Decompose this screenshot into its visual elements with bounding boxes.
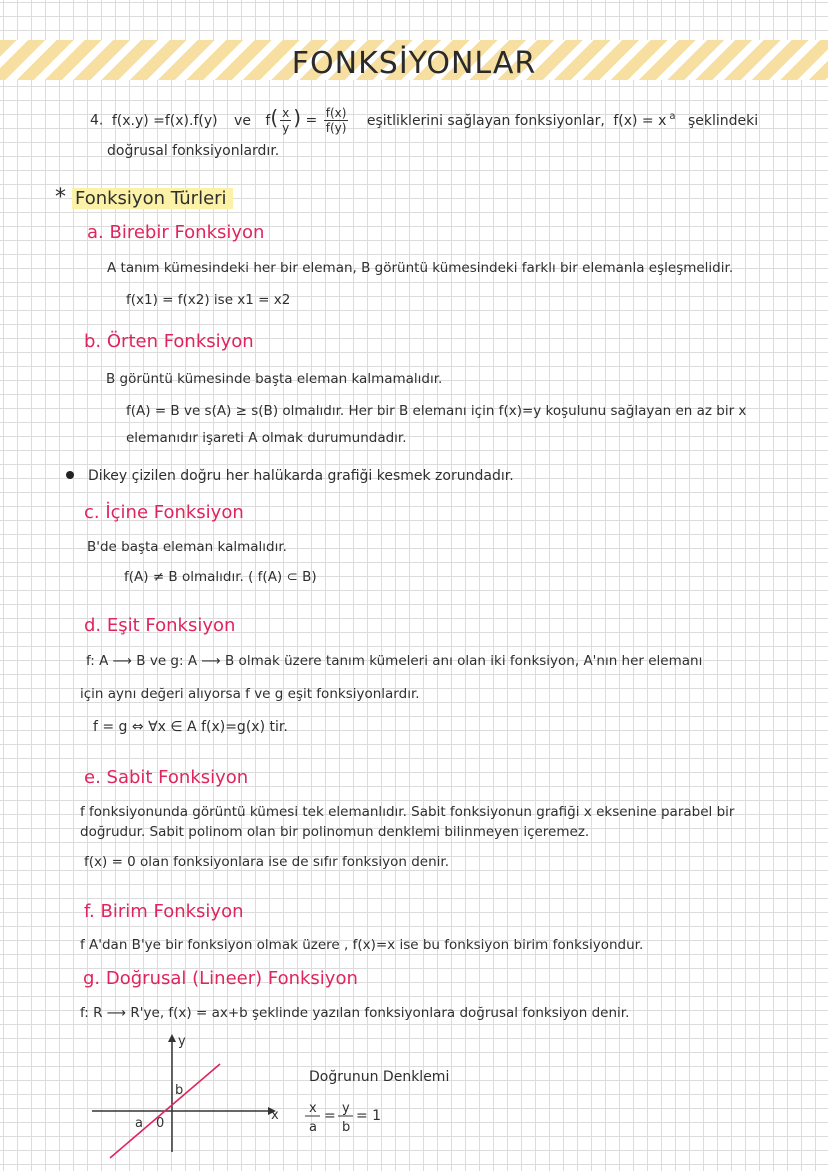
- eq-a: a: [309, 1120, 317, 1135]
- origin-label: 0: [156, 1116, 165, 1131]
- frac-den: y: [282, 121, 290, 135]
- item4-exponent: a: [669, 110, 676, 122]
- item4-text2: şeklindeki: [688, 112, 759, 129]
- b-line2: f(A) = B ve s(A) ≥ s(B) olmalıdır. Her bir B elemanı için f(x)=y koşulunu sağlayan en az bir x: [126, 403, 747, 419]
- page-title: FONKSİYONLAR: [291, 46, 537, 81]
- x-axis-label: x: [271, 1108, 279, 1123]
- d-line3: f = g ⇔ ∀x ∈ A f(x)=g(x) tir.: [93, 719, 288, 735]
- eq-y: y: [342, 1101, 350, 1116]
- item4-text1: eşitliklerini sağlayan fonksiyonlar,: [366, 112, 605, 129]
- heading-e: e. Sabit Fonksiyon: [84, 767, 249, 788]
- y-axis-label: y: [178, 1034, 186, 1049]
- y-axis-arrow-icon: [168, 1034, 176, 1042]
- item4-line1: 4. f(x.y) =f(x).f(y) ve f( $\frac{x}{y}$ ) = $\frac{f(x)}{f(y)}$ eşitliklerini sağlayan fonksiyonlar, f(x) = x $^a$ şeklindeki: [90, 105, 759, 135]
- item4-line2: doğrusal fonksiyonlardır.: [107, 143, 280, 159]
- star-icon: *: [55, 185, 66, 210]
- rhs-num: f(x): [325, 106, 347, 120]
- section-heading: [55, 185, 233, 212]
- heading-f: f. Birim Fonksiyon: [84, 901, 244, 922]
- b-line1: B görüntü kümesinde başta eleman kalmamalıdır.: [106, 371, 443, 387]
- heading-b: b. Örten Fonksiyon: [84, 331, 254, 352]
- bullet-icon: [66, 471, 74, 479]
- e-line3: f(x) = 0 olan fonksiyonlara ise de sıfır fonksiyon denir.: [84, 854, 450, 870]
- item4-ve: ve: [234, 112, 251, 129]
- a-line2: f(x1) = f(x2) ise x1 = x2: [126, 292, 291, 308]
- item4-number: 4.: [90, 112, 104, 129]
- heading-d: d. Eşit Fonksiyon: [84, 615, 236, 636]
- item4-fraction-xy: [280, 106, 291, 135]
- item4-eq1: f(x.y) =f(x).f(y): [111, 112, 218, 129]
- item4-f: f: [265, 112, 271, 129]
- g-line1: f: R ⟶ R'ye, f(x) = ax+b şeklinde yazılan fonksiyonlara doğrusal fonksiyon denir.: [80, 1005, 630, 1021]
- c-line1: B'de başta eleman kalmalıdır.: [87, 539, 287, 555]
- f-line1: f A'dan B'ye bir fonksiyon olmak üzere , f(x)=x ise bu fonksiyon birim fonksiyondur.: [80, 937, 644, 953]
- heading-a: a. Birebir Fonksiyon: [87, 222, 265, 243]
- linear-function-graph: [80, 1030, 450, 1160]
- b-line3: elemanıdır işareti A olmak durumundadır.: [126, 430, 407, 446]
- item4-eq-sign: =: [305, 112, 318, 129]
- e-line1: f fonksiyonunda görüntü kümesi tek elemanlıdır. Sabit fonksiyonun grafiği x eksenine parabel bir: [80, 804, 735, 820]
- heading-g: g. Doğrusal (Lineer) Fonksiyon: [83, 968, 358, 989]
- eq-b: b: [342, 1120, 351, 1135]
- frac-num: x: [282, 106, 290, 120]
- a-line1: A tanım kümesindeki her bir eleman, B görüntü kümesindeki farklı bir elemanla eşleşmelidir.: [107, 260, 734, 276]
- graph-caption: Doğrunun Denklemi: [309, 1069, 450, 1085]
- a-intercept-label: a: [135, 1116, 143, 1131]
- item4-fx: f(x) = x: [613, 112, 667, 129]
- d-line2: için aynı değeri alıyorsa f ve g eşit fonksiyonlardır.: [80, 686, 420, 702]
- eq-equals-1: =: [324, 1108, 336, 1124]
- rhs-den: f(y): [325, 121, 347, 135]
- c-line2: f(A) ≠ B olmalıdır. ( f(A) ⊂ B): [124, 569, 317, 585]
- eq-x: x: [309, 1101, 317, 1116]
- d-line1: f: A ⟶ B ve g: A ⟶ B olmak üzere tanım kümeleri anı olan iki fonksiyon, A'nın her elemanı: [86, 653, 703, 669]
- eq-equals-1-result: = 1: [356, 1108, 382, 1124]
- section-title: Fonksiyon Türleri: [72, 188, 233, 209]
- e-line2: doğrudur. Sabit polinom olan bir polinomun denklemi bilinmeyen içeremez.: [80, 824, 590, 840]
- bullet-text: Dikey çizilen doğru her halükarda grafiği kesmek zorundadır.: [88, 468, 514, 484]
- b-intercept-label: b: [175, 1083, 184, 1098]
- item4-fraction-fxfy: [324, 106, 349, 135]
- heading-c: c. İçine Fonksiyon: [84, 502, 244, 523]
